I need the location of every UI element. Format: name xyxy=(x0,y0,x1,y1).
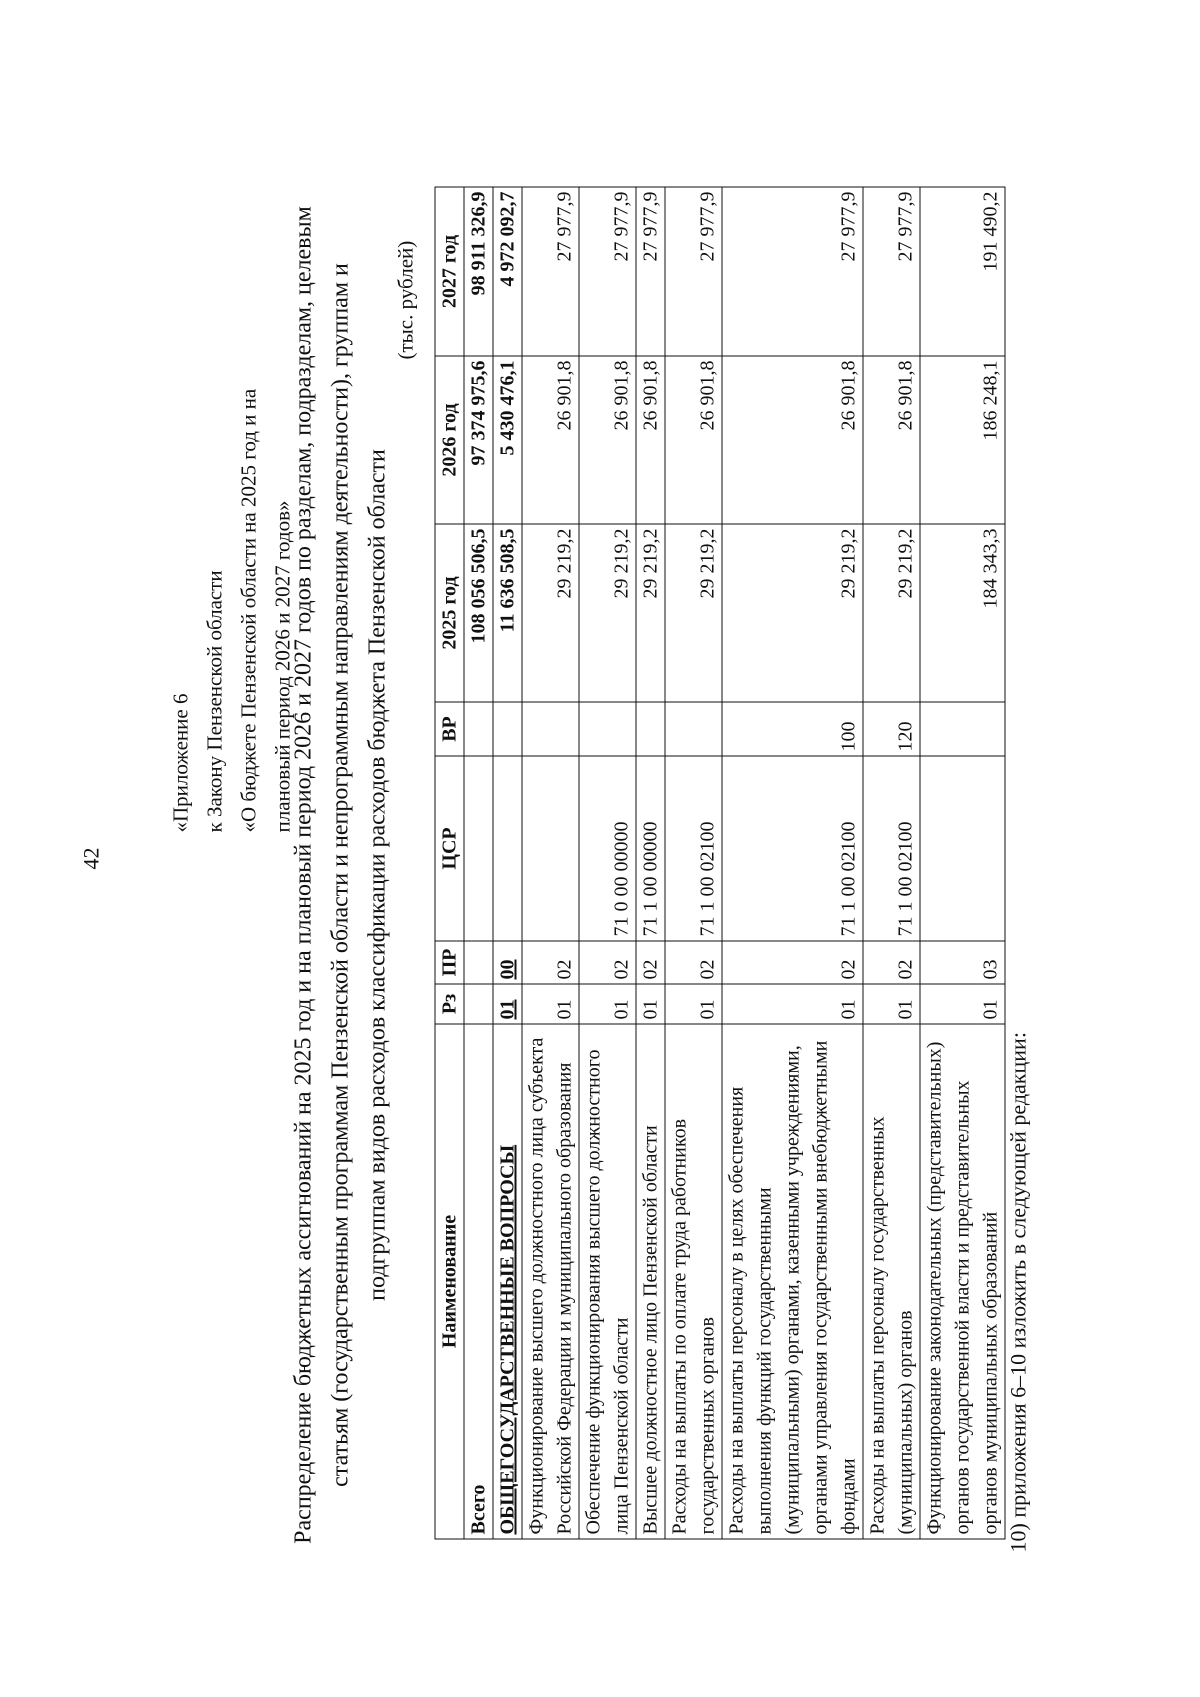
cell-name: Обеспечение функционирования высшего должностного лица Пензенской области xyxy=(579,1024,636,1539)
cell-2026: 186 248,1 xyxy=(920,356,1005,524)
table-header-row xyxy=(435,187,464,1539)
cell-pr: 02 xyxy=(665,941,722,984)
cell-pr: 02 xyxy=(722,941,863,984)
cell-2027: 27 977,9 xyxy=(579,187,636,356)
cell-rz: 01 xyxy=(863,984,920,1024)
cell-csr: 71 1 00 02100 xyxy=(863,756,920,941)
cell-2027: 27 977,9 xyxy=(636,187,665,356)
cell-name: Расходы на выплаты персоналу в целях обеспечения выполнения функций государственными (муниципальными) органами, казенными учреждениями, органами управления государственными внебюджетными фондами xyxy=(722,1024,863,1539)
cell-vr xyxy=(920,702,1005,756)
cell-pr: 02 xyxy=(522,941,579,984)
intro-text: 10) приложения 6–10 изложить в следующей редакции: xyxy=(1005,1031,1030,1552)
table-row xyxy=(522,187,579,1539)
appendix-line: к Закону Пензенской области xyxy=(202,569,226,832)
cell-name: Расходы на выплаты персоналу государственных (муниципальных) органов xyxy=(863,1024,920,1539)
cell-csr xyxy=(522,756,579,941)
cell-2025: 29 219,2 xyxy=(863,524,920,702)
cell-csr xyxy=(464,756,493,941)
header-rz: Рз xyxy=(435,984,464,1024)
table-row xyxy=(636,187,665,1539)
cell-csr xyxy=(493,756,522,941)
title-line: деятельности), группам и подгруппам видов расходов классификации расходов бюджета Пензенской области xyxy=(327,262,390,1301)
unit-label: (тыс. рублей) xyxy=(393,240,417,359)
cell-2025: 184 343,3 xyxy=(920,524,1005,702)
appendix-header xyxy=(163,388,299,832)
table-row xyxy=(665,187,722,1539)
cell-csr: 71 1 00 00000 xyxy=(636,756,665,941)
cell-name: Расходы на выплаты по оплате труда работников государственных органов xyxy=(665,1024,722,1539)
cell-2025: 29 219,2 xyxy=(665,524,722,702)
page-number: 42 xyxy=(78,847,103,869)
table-row xyxy=(579,187,636,1539)
cell-pr: 02 xyxy=(863,941,920,984)
header-vr: ВР xyxy=(435,702,464,756)
cell-pr: 02 xyxy=(636,941,665,984)
cell-vr xyxy=(493,702,522,756)
cell-2027: 27 977,9 xyxy=(522,187,579,356)
cell-csr: 71 0 00 00000 xyxy=(579,756,636,941)
header-2025: 2025 год xyxy=(435,524,464,702)
budget-table xyxy=(434,186,1005,1539)
cell-2026: 26 901,8 xyxy=(579,356,636,524)
cell-rz xyxy=(464,984,493,1024)
header-2026: 2026 год xyxy=(435,356,464,524)
cell-vr: 100 xyxy=(722,702,863,756)
cell-name: ОБЩЕГОСУДАРСТВЕННЫЕ ВОПРОСЫ xyxy=(493,1024,522,1539)
cell-2026: 26 901,8 xyxy=(863,356,920,524)
cell-vr xyxy=(636,702,665,756)
table-row xyxy=(464,187,493,1539)
cell-2027: 98 911 326,9 xyxy=(464,187,493,356)
cell-csr: 71 1 00 02100 xyxy=(665,756,722,941)
cell-2027: 27 977,9 xyxy=(722,187,863,356)
cell-2025: 29 219,2 xyxy=(636,524,665,702)
cell-2027: 27 977,9 xyxy=(863,187,920,356)
cell-2027: 27 977,9 xyxy=(665,187,722,356)
table-row xyxy=(920,187,1005,1539)
cell-rz: 01 xyxy=(522,984,579,1024)
appendix-line: «Приложение 6 xyxy=(168,693,192,832)
cell-2027: 191 490,2 xyxy=(920,187,1005,356)
header-2027: 2027 год xyxy=(435,187,464,356)
title-line: подразделам, целевым статьям (государственным программам Пензенской области и непрограммным направлениям xyxy=(290,205,353,1487)
cell-vr xyxy=(464,702,493,756)
cell-csr: 71 1 00 02100 xyxy=(722,756,863,941)
cell-2026: 26 901,8 xyxy=(522,356,579,524)
cell-rz: 01 xyxy=(722,984,863,1024)
appendix-line: «О бюджете Пензенской области на 2025 год и на xyxy=(236,388,260,832)
header-pr: ПР xyxy=(435,941,464,984)
cell-2026: 26 901,8 xyxy=(636,356,665,524)
table-row xyxy=(722,187,863,1539)
cell-2025: 11 636 508,5 xyxy=(493,524,522,702)
cell-2025: 29 219,2 xyxy=(579,524,636,702)
cell-name: Высшее должностное лицо Пензенской области xyxy=(636,1024,665,1539)
cell-2026: 26 901,8 xyxy=(665,356,722,524)
title-line: Распределение бюджетных ассигнований на 2025 год и на плановый период 2026 и 2027 годов по разделам, xyxy=(290,441,316,1544)
cell-pr: 03 xyxy=(920,941,1005,984)
cell-csr xyxy=(920,756,1005,941)
appendix-line: плановый период 2026 и 2027 годов» xyxy=(270,500,294,832)
cell-vr: 120 xyxy=(863,702,920,756)
document-title xyxy=(285,202,396,1547)
cell-2025: 29 219,2 xyxy=(522,524,579,702)
cell-rz: 01 xyxy=(493,984,522,1024)
cell-pr xyxy=(464,941,493,984)
cell-2026: 5 430 476,1 xyxy=(493,356,522,524)
cell-2025: 108 056 506,5 xyxy=(464,524,493,702)
cell-2026: 97 374 975,6 xyxy=(464,356,493,524)
cell-pr: 02 xyxy=(579,941,636,984)
cell-rz: 01 xyxy=(920,984,1005,1024)
cell-2026: 26 901,8 xyxy=(722,356,863,524)
header-name: Наименование xyxy=(435,1024,464,1539)
cell-name: Функционирование законодательных (представительных) органов государственной власти и представительных органов муниципальных образований xyxy=(920,1024,1005,1539)
cell-pr: 00 xyxy=(493,941,522,984)
cell-2027: 4 972 092,7 xyxy=(493,187,522,356)
cell-2025: 29 219,2 xyxy=(722,524,863,702)
cell-rz: 01 xyxy=(665,984,722,1024)
cell-vr xyxy=(579,702,636,756)
cell-name: Функционирование высшего должностного лица субъекта Российской Федерации и муниципального образования xyxy=(522,1024,579,1539)
cell-vr xyxy=(522,702,579,756)
cell-name: Всего xyxy=(464,1024,493,1539)
cell-rz: 01 xyxy=(636,984,665,1024)
header-csr: ЦСР xyxy=(435,756,464,941)
cell-rz: 01 xyxy=(579,984,636,1024)
table-row xyxy=(863,187,920,1539)
cell-vr xyxy=(665,702,722,756)
table-row xyxy=(493,187,522,1539)
